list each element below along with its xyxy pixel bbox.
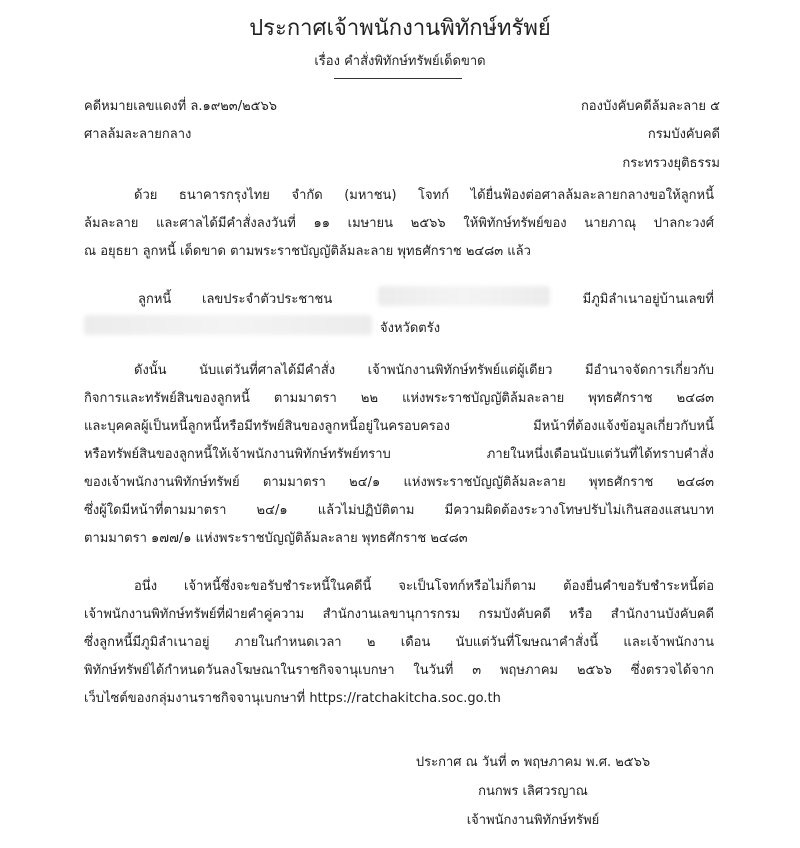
para3-line: เว็บไซต์ของกลุ่มงานราชกิจจานุเบกษาที่ https://ratchakitcha.soc.go.th xyxy=(84,691,501,706)
redacted-id-number xyxy=(378,286,550,306)
para2-line: ซึ่งผู้ใดมีหน้าที่ตามมาตรา ๒๔/๑ แล้วไม่ปฏิบัติตาม มีความผิดต้องระวางโทษปรับไม่เกินสองแสนบาท xyxy=(84,503,714,518)
ministry-name: กระทรวงยุติธรรม xyxy=(622,156,720,171)
debtor-id-label: เลขประจำตัวประชาชน xyxy=(202,292,333,307)
para2-line: หรือทรัพย์สินของลูกหนี้ให้เจ้าพนักงานพิทักษ์ทรัพย์ทราบ ภายในหนึ่งเดือนนับแต่วันที่ได้ทราบคำสั่ง xyxy=(84,447,714,462)
signatory-name: กนกพร เลิศวรญาณ xyxy=(478,784,588,799)
announcement-date: ประกาศ ณ วันที่ ๓ พฤษภาคม พ.ศ. ๒๕๖๖ xyxy=(415,755,651,770)
para2-line: ดังนั้น นับแต่วันที่ศาลได้มีคำสั่ง เจ้าพนักงานพิทักษ์ทรัพย์แต่ผู้เดียว มีอำนาจจัดการเกี่ยวกับ xyxy=(134,363,714,378)
para1-line: ด้วย ธนาคารกรุงไทย จำกัด (มหาชน) โจทก์ ได้ยื่นฟ้องต่อศาลล้มละลายกลางขอให้ลูกหนี้ xyxy=(134,188,714,203)
document-subtitle: เรื่อง คำสั่งพิทักษ์ทรัพย์เด็ดขาด xyxy=(314,54,486,69)
redacted-address xyxy=(84,315,372,335)
para3-line: ซึ่งลูกหนี้มีภูมิลำเนาอยู่ ภายในกำหนดเวลา ๒ เดือน นับแต่วันที่โฆษณาคำสั่งนี้ และเจ้าพนักงาน xyxy=(84,635,714,650)
debtor-address-label: มีภูมิลำเนาอยู่บ้านเลขที่ xyxy=(582,292,714,307)
debtor-label: ลูกหนี้ xyxy=(138,292,172,307)
para3-line: พิทักษ์ทรัพย์ได้กำหนดวันลงโฆษณาในราชกิจจานุเบกษา ในวันที่ ๓ พฤษภาคม ๒๕๖๖ ซึ่งตรวจได้จาก xyxy=(84,663,714,678)
para2-line: ตามมาตรา ๑๗๗/๑ แห่งพระราชบัญญัติล้มละลาย พุทธศักราช ๒๔๘๓ xyxy=(84,531,468,546)
para3-line: เจ้าพนักงานพิทักษ์ทรัพย์ที่ฝ่ายคำคู่ความ สำนักงานเลขานุการกรม กรมบังคับคดี หรือ สำนักงานบังคับคดี xyxy=(84,607,714,622)
subtitle-underline xyxy=(334,78,462,79)
para2-line: และบุคคลผู้เป็นหนี้ลูกหนี้หรือมีทรัพย์สินของลูกหนี้อยู่ในครอบครอง มีหน้าที่ต้องแจ้งข้อมูลเกี่ยวกับหนี้ xyxy=(84,419,714,434)
division-name: กองบังคับคดีล้มละลาย ๕ xyxy=(580,99,720,114)
document-title: ประกาศเจ้าพนักงานพิทักษ์ทรัพย์ xyxy=(249,16,551,41)
debtor-province: จังหวัดตรัง xyxy=(380,321,441,336)
para2-line: ของเจ้าพนักงานพิทักษ์ทรัพย์ ตามมาตรา ๒๔/๑ แห่งพระราชบัญญัติล้มละลาย พุทธศักราช ๒๔๘๓ xyxy=(84,475,714,490)
case-number: คดีหมายเลขแดงที่ ล.๑๙๒๓/๒๕๖๖ xyxy=(84,99,277,114)
para2-line: กิจการและทรัพย์สินของลูกหนี้ ตามมาตรา ๒๒ แห่งพระราชบัญญัติล้มละลาย พุทธศักราช ๒๔๘๓ xyxy=(84,391,714,406)
signatory-position: เจ้าพนักงานพิทักษ์ทรัพย์ xyxy=(466,813,600,828)
court-name: ศาลล้มละลายกลาง xyxy=(84,127,192,142)
para3-line: อนึ่ง เจ้าหนี้ซึ่งจะขอรับชำระหนี้ในคดีนี้ จะเป็นโจทก์หรือไม่ก็ตาม ต้องยื่นคำขอรับชำระหนี้ต่อ xyxy=(134,579,714,594)
department-name: กรมบังคับคดี xyxy=(647,127,720,142)
para1-line: ล้มละลาย และศาลได้มีคำสั่งลงวันที่ ๑๑ เมษายน ๒๕๖๖ ให้พิทักษ์ทรัพย์ของ นายภาณุ ปาลกะวงศ์ xyxy=(84,216,714,231)
para1-line: ณ อยุธยา ลูกหนี้ เด็ดขาด ตามพระราชบัญญัติล้มละลาย พุทธศักราช ๒๔๘๓ แล้ว xyxy=(84,244,531,259)
